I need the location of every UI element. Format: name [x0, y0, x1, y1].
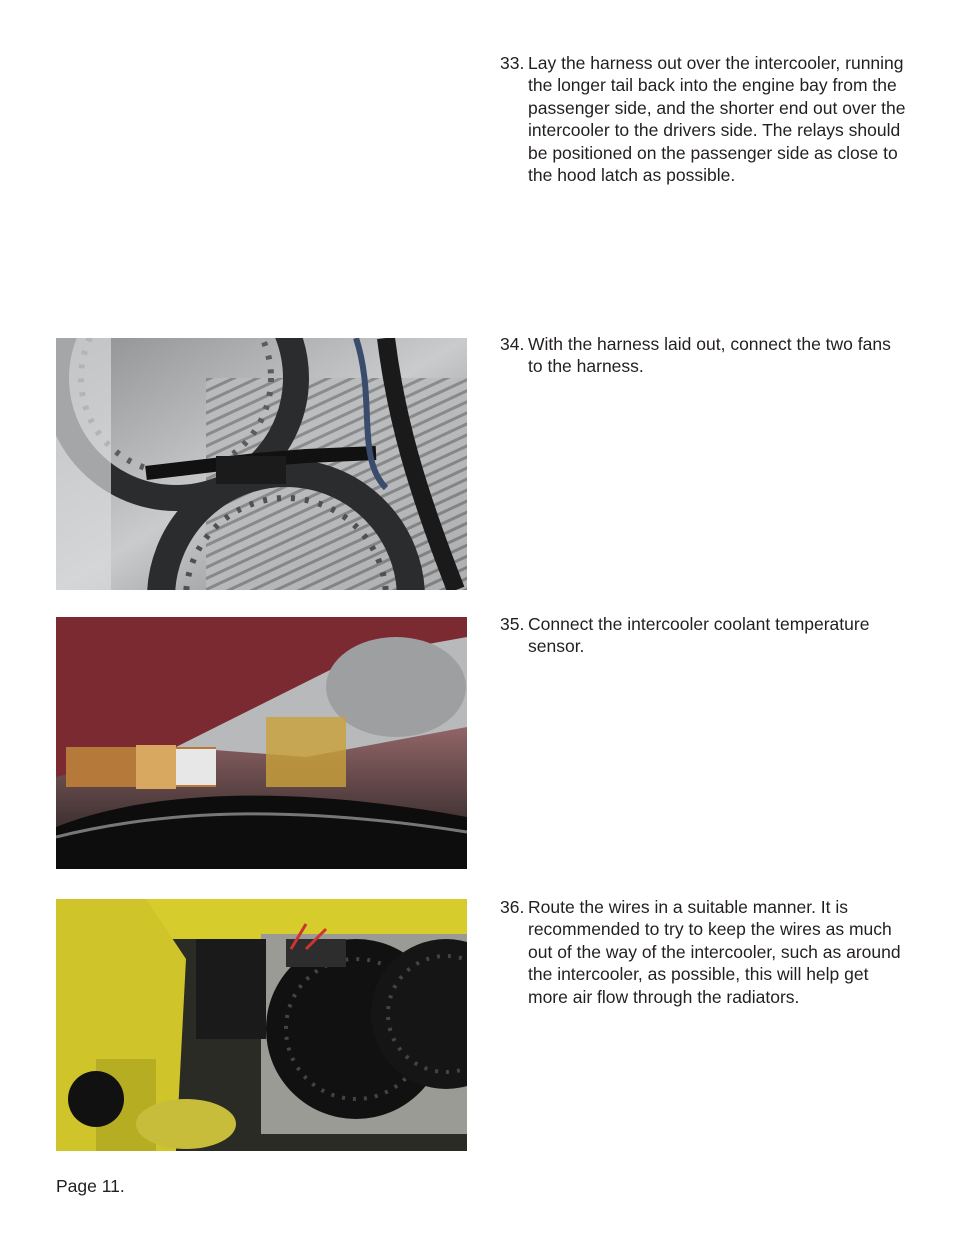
step-number: 36.	[500, 897, 525, 917]
step-33	[500, 52, 910, 186]
photo-coolant-sensor	[56, 617, 467, 869]
step-35	[500, 613, 910, 658]
page-number: Page 11.	[56, 1176, 125, 1196]
step-number: 34.	[500, 334, 525, 354]
step-number: 33.	[500, 53, 525, 73]
photo-routed-wires	[56, 899, 467, 1151]
step-number: 35.	[500, 614, 525, 634]
step-text: With the harness laid out, connect the two fans to the harness.	[528, 334, 891, 377]
step-text: Lay the harness out over the intercooler, running the longer tail back into the engine bay from the passenger side, and the shorter end out over the intercooler to the drivers side. The relays should be positioned on the passenger side as close to the hood latch as possible.	[528, 53, 906, 186]
step-36	[500, 896, 910, 1008]
step-text: Route the wires in a suitable manner. It is recommended to try to keep the wires as much out of the way of the intercooler, such as around the intercooler, as possible, this will help get more air flow through the radiators.	[528, 897, 901, 1007]
step-34	[500, 333, 910, 378]
photo-fan-connectors	[56, 338, 467, 590]
step-text: Connect the intercooler coolant temperature sensor.	[528, 614, 870, 657]
